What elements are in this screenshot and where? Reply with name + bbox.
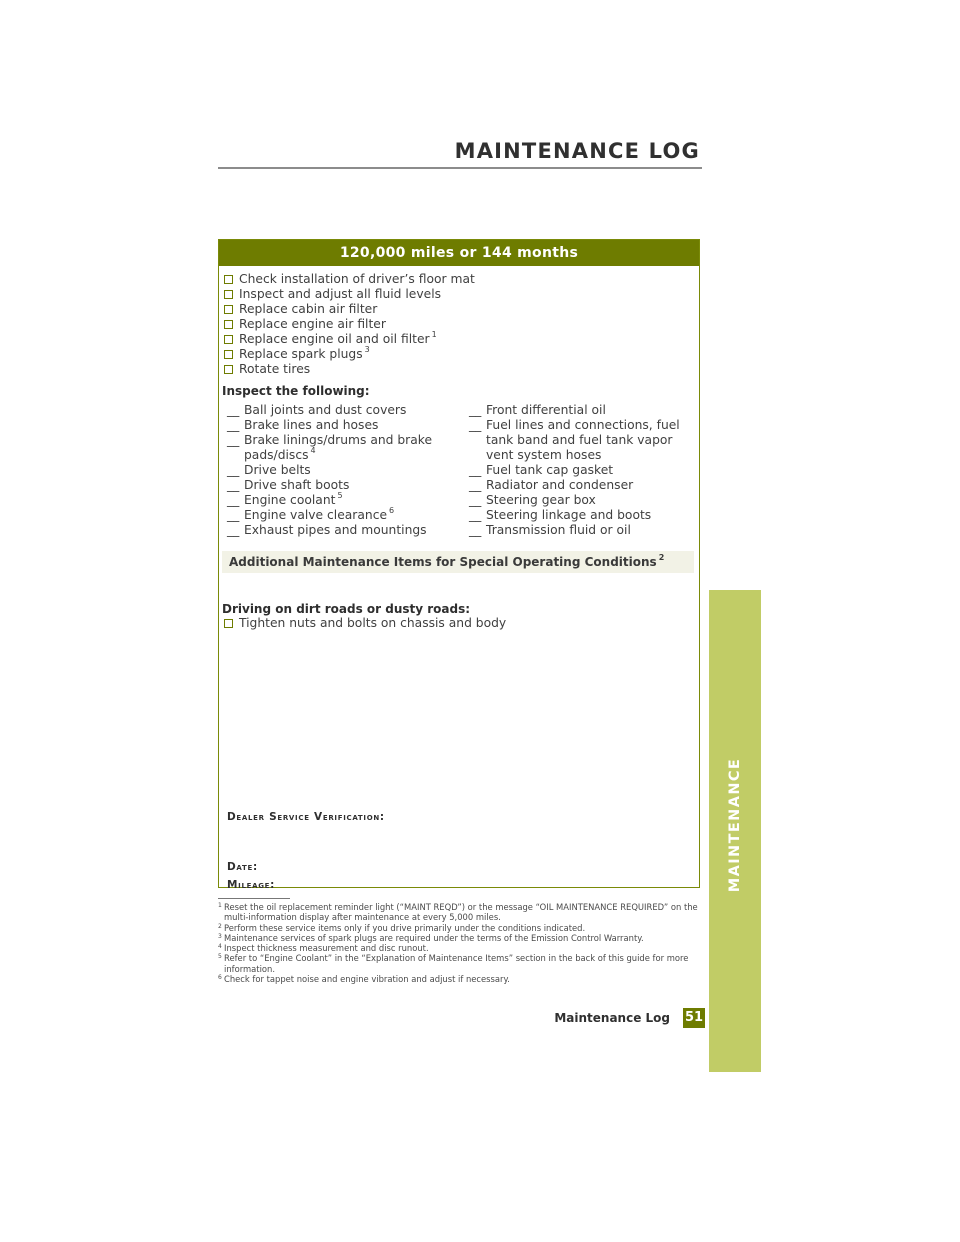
footnote-divider [218, 898, 290, 899]
blank-line: __ [469, 523, 482, 537]
inspect-item-text [486, 463, 699, 478]
inspect-item [469, 403, 699, 418]
footnote [218, 933, 698, 943]
inspect-item-label: Front differential oil [486, 403, 606, 417]
checkbox-icon[interactable] [224, 320, 233, 329]
checkbox-icon[interactable] [224, 275, 233, 284]
footnote-number: 3 [218, 932, 222, 940]
checklist-item [224, 332, 475, 347]
footnote-ref: 2 [658, 553, 665, 562]
inspect-item [227, 433, 452, 463]
checklist-item [224, 616, 506, 631]
inspect-item [227, 403, 452, 418]
inspect-item-label: Engine coolant [244, 493, 336, 507]
inspect-item-label: Transmission fluid or oil [486, 523, 631, 537]
inspect-item-text [486, 403, 699, 418]
footnote [218, 923, 698, 933]
inspect-item-label: Steering linkage and boots [486, 508, 652, 522]
checklist-item-label: Replace engine air filter [239, 317, 386, 331]
inspect-item [469, 418, 699, 463]
section-tab [709, 590, 761, 1072]
inspect-item-label: Radiator and condenser [486, 478, 634, 492]
blank-line: __ [227, 508, 240, 522]
footnote [218, 902, 698, 923]
footnote-text: Inspect thickness measurement and disc runout. [224, 943, 429, 954]
checklist-item-label: Replace cabin air filter [239, 302, 378, 316]
footnote-number: 2 [218, 922, 222, 930]
footnote-number: 4 [218, 943, 222, 951]
footnote-text: Refer to “Engine Coolant” in the “Explanation of Maintenance Items” section in the back of this guide for more information. [224, 953, 689, 974]
inspect-item-label: Brake lines and hoses [244, 418, 379, 432]
inspect-list-left [227, 403, 452, 538]
checkbox-icon[interactable] [224, 350, 233, 359]
inspect-item-label: Drive shaft boots [244, 478, 350, 492]
footnote [218, 974, 698, 984]
checkbox-icon[interactable] [224, 619, 233, 628]
blank-line: __ [469, 403, 482, 417]
checklist-item-label: Rotate tires [239, 362, 311, 376]
footnote-text: Maintenance services of spark plugs are required under the terms of the Emission Control Warranty. [224, 932, 644, 943]
checkbox-icon[interactable] [224, 290, 233, 299]
inspect-item-text [244, 478, 452, 493]
checklist-item-label: Inspect and adjust all fluid levels [239, 287, 442, 301]
title-divider [218, 167, 702, 169]
blank-line: __ [227, 418, 240, 432]
inspect-item [227, 418, 452, 433]
footnote [218, 953, 698, 974]
inspect-item-label: Steering gear box [486, 493, 596, 507]
interval-header: 120,000 miles or 144 months [219, 240, 699, 266]
footnote-text: Perform these service items only if you drive primarily under the conditions indicated. [224, 922, 586, 933]
blank-line: __ [469, 493, 482, 507]
inspect-item-text [486, 508, 699, 523]
inspect-item [227, 508, 452, 523]
checklist-item-label: Replace spark plugs [239, 347, 363, 361]
inspect-item-label: Ball joints and dust covers [244, 403, 407, 417]
page-number: 51 [683, 1008, 705, 1028]
checklist-item [224, 317, 475, 332]
special-conditions-heading [222, 551, 694, 573]
dealer-verification-label: Dealer Service Verification: [227, 811, 385, 823]
blank-line: __ [227, 403, 240, 417]
inspect-item-text [244, 403, 452, 418]
footnote [218, 943, 698, 953]
inspect-heading: Inspect the following: [222, 384, 370, 398]
footnote-text: Reset the oil replacement reminder light (“MAINT REQD”) or the message “OIL MAINTENANCE REQUIRED” on the multi-information display after maintenance at every 5,000 miles. [224, 902, 698, 923]
inspect-list-right [469, 403, 699, 538]
blank-line: __ [227, 493, 240, 507]
service-checklist [224, 272, 475, 377]
maintenance-log-box [218, 239, 700, 891]
checklist-item [224, 287, 475, 302]
inspect-item-text [244, 508, 452, 523]
inspect-item [227, 493, 452, 508]
checklist-item-label: Replace engine oil and oil filter [239, 332, 430, 346]
blank-line: __ [469, 418, 482, 432]
inspect-item-text [486, 493, 699, 508]
dirt-roads-heading: Driving on dirt roads or dusty roads: [222, 602, 471, 616]
special-conditions-text: Additional Maintenance Items for Special Operating Conditions [229, 555, 657, 569]
inspect-item-text [244, 493, 452, 508]
inspect-item [469, 508, 699, 523]
checklist-item [224, 302, 475, 317]
section-tab-label: MAINTENANCE [727, 757, 743, 893]
footnote-ref: 4 [310, 446, 316, 455]
inspect-item-label: Brake linings/drums and brake pads/discs [244, 433, 433, 462]
footnote-text: Check for tappet noise and engine vibration and adjust if necessary. [224, 974, 510, 985]
blank-line: __ [227, 433, 240, 447]
page-title: MAINTENANCE LOG [454, 139, 700, 163]
inspect-item-label: Fuel lines and connections, fuel tank band and fuel tank vapor vent system hoses [486, 418, 680, 462]
blank-line: __ [227, 463, 240, 477]
blank-line: __ [469, 478, 482, 492]
inspect-item [227, 523, 452, 538]
footnote-number: 5 [218, 953, 222, 961]
inspect-item-text [244, 463, 452, 478]
footnotes [218, 902, 698, 984]
blank-line: __ [227, 523, 240, 537]
inspect-item [469, 463, 699, 478]
inspect-item-label: Fuel tank cap gasket [486, 463, 614, 477]
inspect-item [469, 493, 699, 508]
footnote-number: 1 [218, 902, 222, 909]
checkbox-icon[interactable] [224, 365, 233, 374]
inspect-item [227, 463, 452, 478]
inspect-item-text [486, 478, 699, 493]
mileage-label: Mileage: [227, 879, 276, 891]
checklist-item [224, 362, 475, 377]
inspect-item-label: Engine valve clearance [244, 508, 388, 522]
checklist-item [224, 347, 475, 362]
footnote-ref: 5 [337, 491, 343, 500]
footnote-ref: 1 [431, 330, 437, 339]
inspect-item-text [486, 523, 699, 538]
footnote-ref: 6 [389, 506, 395, 515]
checklist-item-label: Check installation of driver’s floor mat [239, 272, 475, 286]
inspect-item-label: Exhaust pipes and mountings [244, 523, 427, 537]
inspect-item-text [486, 418, 699, 463]
date-label: Date: [227, 861, 258, 873]
checkbox-icon[interactable] [224, 335, 233, 344]
inspect-item [469, 523, 699, 538]
checklist-item-label: Tighten nuts and bolts on chassis and body [239, 616, 507, 630]
blank-line: __ [227, 478, 240, 492]
inspect-item-text [244, 523, 452, 538]
blank-line: __ [469, 463, 482, 477]
checklist-item [224, 272, 475, 287]
footnote-ref: 3 [364, 345, 370, 354]
dirt-roads-checklist [224, 616, 506, 631]
footer-section-label: Maintenance Log [554, 1011, 670, 1025]
inspect-item-label: Drive belts [244, 463, 311, 477]
footnote-number: 6 [218, 974, 222, 982]
checkbox-icon[interactable] [224, 305, 233, 314]
inspect-item [469, 478, 699, 493]
inspect-item-text [244, 418, 452, 433]
blank-line: __ [469, 508, 482, 522]
inspect-item-text [244, 433, 452, 463]
